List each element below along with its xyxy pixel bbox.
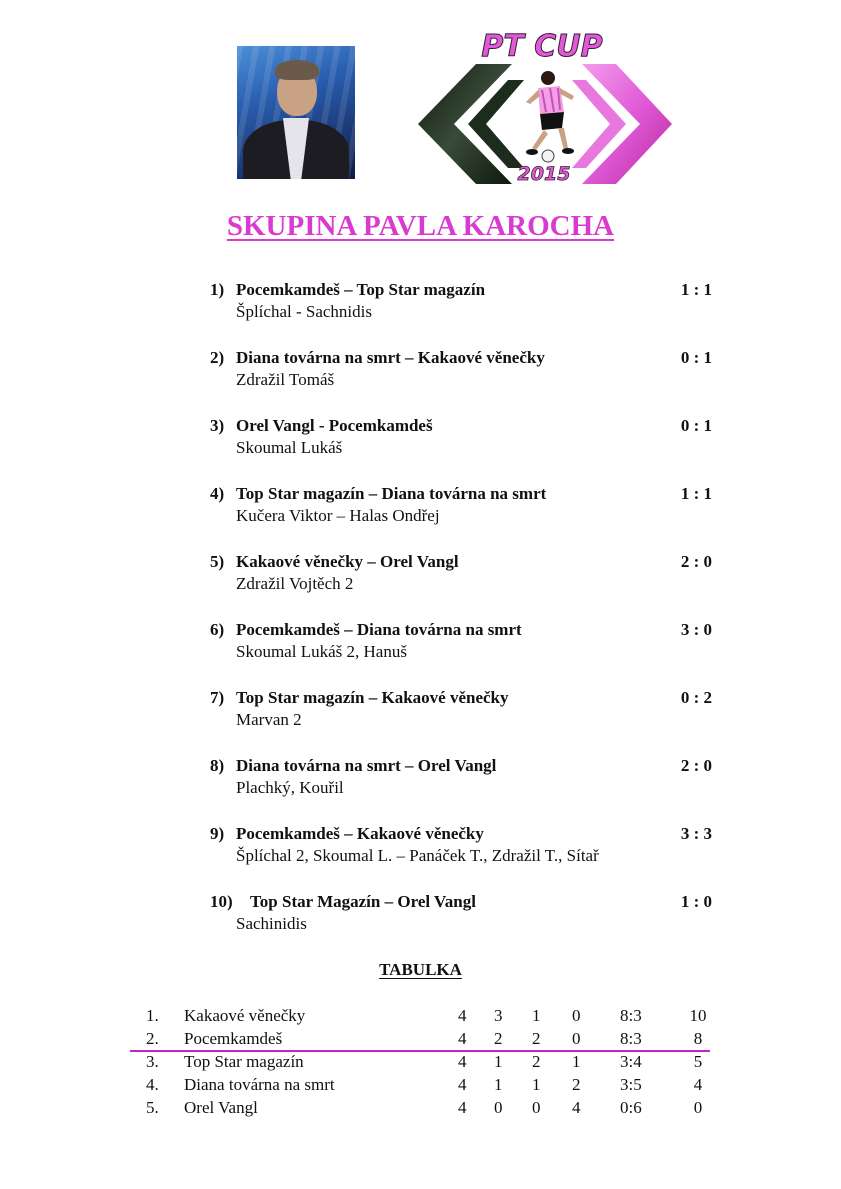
row-team: Kakaové věnečky (184, 1006, 306, 1025)
row-points: 8 (693, 1029, 703, 1048)
row-wins: 0 (494, 1098, 503, 1117)
row-position: 1. (146, 1006, 159, 1025)
match-scorers: Kučera Viktor – Halas Ondřej (236, 506, 440, 525)
match-teams: Pocemkamdeš – Kakaové věnečky (236, 824, 484, 843)
match-item (210, 756, 720, 824)
row-team: Top Star magazín (184, 1052, 304, 1071)
row-goals: 3:5 (620, 1075, 642, 1094)
row-goals: 3:4 (620, 1052, 642, 1071)
match-number: 6) (210, 620, 225, 639)
row-goals: 8:3 (620, 1006, 642, 1025)
row-losses: 0 (572, 1006, 581, 1025)
match-score: 2 : 0 (680, 756, 712, 775)
match-teams: Diana továrna na smrt – Orel Vangl (236, 756, 497, 775)
match-scorers: Plachký, Kouřil (236, 778, 344, 797)
match-item (210, 484, 720, 552)
match-score: 3 : 3 (680, 824, 712, 843)
row-goals: 0:6 (620, 1098, 642, 1117)
row-team: Pocemkamdeš (184, 1029, 283, 1048)
row-team: Diana továrna na smrt (184, 1075, 335, 1094)
match-item (210, 892, 720, 960)
match-item (210, 688, 720, 756)
row-played: 4 (458, 1075, 467, 1094)
right-chevron-outer (582, 64, 672, 184)
row-position: 2. (146, 1029, 159, 1048)
row-points: 5 (693, 1052, 703, 1071)
match-teams: Pocemkamdeš – Top Star magazín (236, 280, 486, 299)
match-item (210, 416, 720, 484)
match-scorers: Šplíchal - Sachnidis (236, 302, 372, 321)
row-draws: 2 (532, 1029, 541, 1048)
row-draws: 1 (532, 1075, 541, 1094)
match-number: 8) (210, 756, 225, 775)
match-scorers: Skoumal Lukáš (236, 438, 343, 457)
row-played: 4 (458, 1098, 467, 1117)
match-score: 3 : 0 (680, 620, 712, 639)
photo-hair (275, 60, 319, 80)
match-item (210, 552, 720, 620)
match-score: 1 : 1 (680, 484, 712, 503)
row-points: 0 (693, 1098, 703, 1117)
match-number: 7) (210, 688, 225, 707)
match-scorers: Marvan 2 (236, 710, 302, 729)
row-position: 3. (146, 1052, 159, 1071)
match-score: 1 : 0 (680, 892, 712, 911)
table-heading: TABULKA (379, 960, 462, 979)
row-draws: 2 (532, 1052, 541, 1071)
match-item (210, 280, 720, 348)
match-teams: Pocemkamdeš – Diana továrna na smrt (236, 620, 522, 639)
match-number: 3) (210, 416, 225, 435)
match-item (210, 824, 720, 892)
match-number: 1) (210, 280, 225, 299)
row-goals: 8:3 (620, 1029, 642, 1048)
row-played: 4 (458, 1006, 467, 1025)
match-number: 2) (210, 348, 225, 367)
match-number: 10) (210, 892, 233, 911)
match-scorers: Zdražil Vojtěch 2 (236, 574, 354, 593)
match-scorers: Sachinidis (236, 914, 307, 933)
pt-cup-logo (414, 30, 676, 188)
table-row (130, 1006, 730, 1029)
row-losses: 4 (572, 1098, 581, 1117)
row-position: 5. (146, 1098, 159, 1117)
row-team: Orel Vangl (184, 1098, 258, 1117)
match-number: 9) (210, 824, 225, 843)
match-scorers: Zdražil Tomáš (236, 370, 335, 389)
table-row (130, 1075, 730, 1098)
row-played: 4 (458, 1029, 467, 1048)
table-row (130, 1098, 730, 1121)
match-scorers: Šplíchal 2, Skoumal L. – Panáček T., Zdražil T., Sítař (236, 846, 599, 865)
match-score: 0 : 2 (680, 688, 712, 707)
match-teams: Top Star magazín – Kakaové věnečky (236, 688, 509, 707)
match-teams: Top Star magazín – Diana továrna na smrt (236, 484, 547, 503)
match-teams: Orel Vangl - Pocemkamdeš (236, 416, 433, 435)
match-list (210, 280, 720, 960)
match-score: 2 : 0 (680, 552, 712, 571)
row-losses: 1 (572, 1052, 581, 1071)
match-score: 0 : 1 (680, 348, 712, 367)
logo-title: PT CUP (481, 30, 603, 64)
row-wins: 3 (494, 1006, 503, 1025)
row-wins: 1 (494, 1052, 503, 1071)
footballer-icon (526, 71, 574, 162)
row-points: 10 (689, 1006, 707, 1025)
row-position: 4. (146, 1075, 159, 1094)
match-scorers: Skoumal Lukáš 2, Hanuš (236, 642, 407, 661)
match-teams: Top Star Magazín – Orel Vangl (250, 892, 476, 911)
row-draws: 1 (532, 1006, 541, 1025)
match-number: 4) (210, 484, 225, 503)
logo-year: 2015 (517, 163, 571, 185)
row-losses: 2 (572, 1075, 581, 1094)
presenter-photo (237, 46, 355, 179)
row-losses: 0 (572, 1029, 581, 1048)
match-teams: Kakaové věnečky – Orel Vangl (236, 552, 459, 571)
match-number: 5) (210, 552, 225, 571)
match-teams: Diana továrna na smrt – Kakaové věnečky (236, 348, 545, 367)
table-row (130, 1029, 730, 1052)
left-chevron-outer (418, 64, 512, 184)
standings-table (130, 1006, 730, 1121)
row-wins: 1 (494, 1075, 503, 1094)
qualification-divider (130, 1050, 710, 1052)
table-row (130, 1052, 730, 1075)
match-item (210, 620, 720, 688)
match-item (210, 348, 720, 416)
page-title: SKUPINA PAVLA KAROCHA (226, 210, 615, 242)
row-wins: 2 (494, 1029, 503, 1048)
row-points: 4 (693, 1075, 703, 1094)
match-score: 1 : 1 (680, 280, 712, 299)
row-draws: 0 (532, 1098, 541, 1117)
row-played: 4 (458, 1052, 467, 1071)
match-score: 0 : 1 (680, 416, 712, 435)
